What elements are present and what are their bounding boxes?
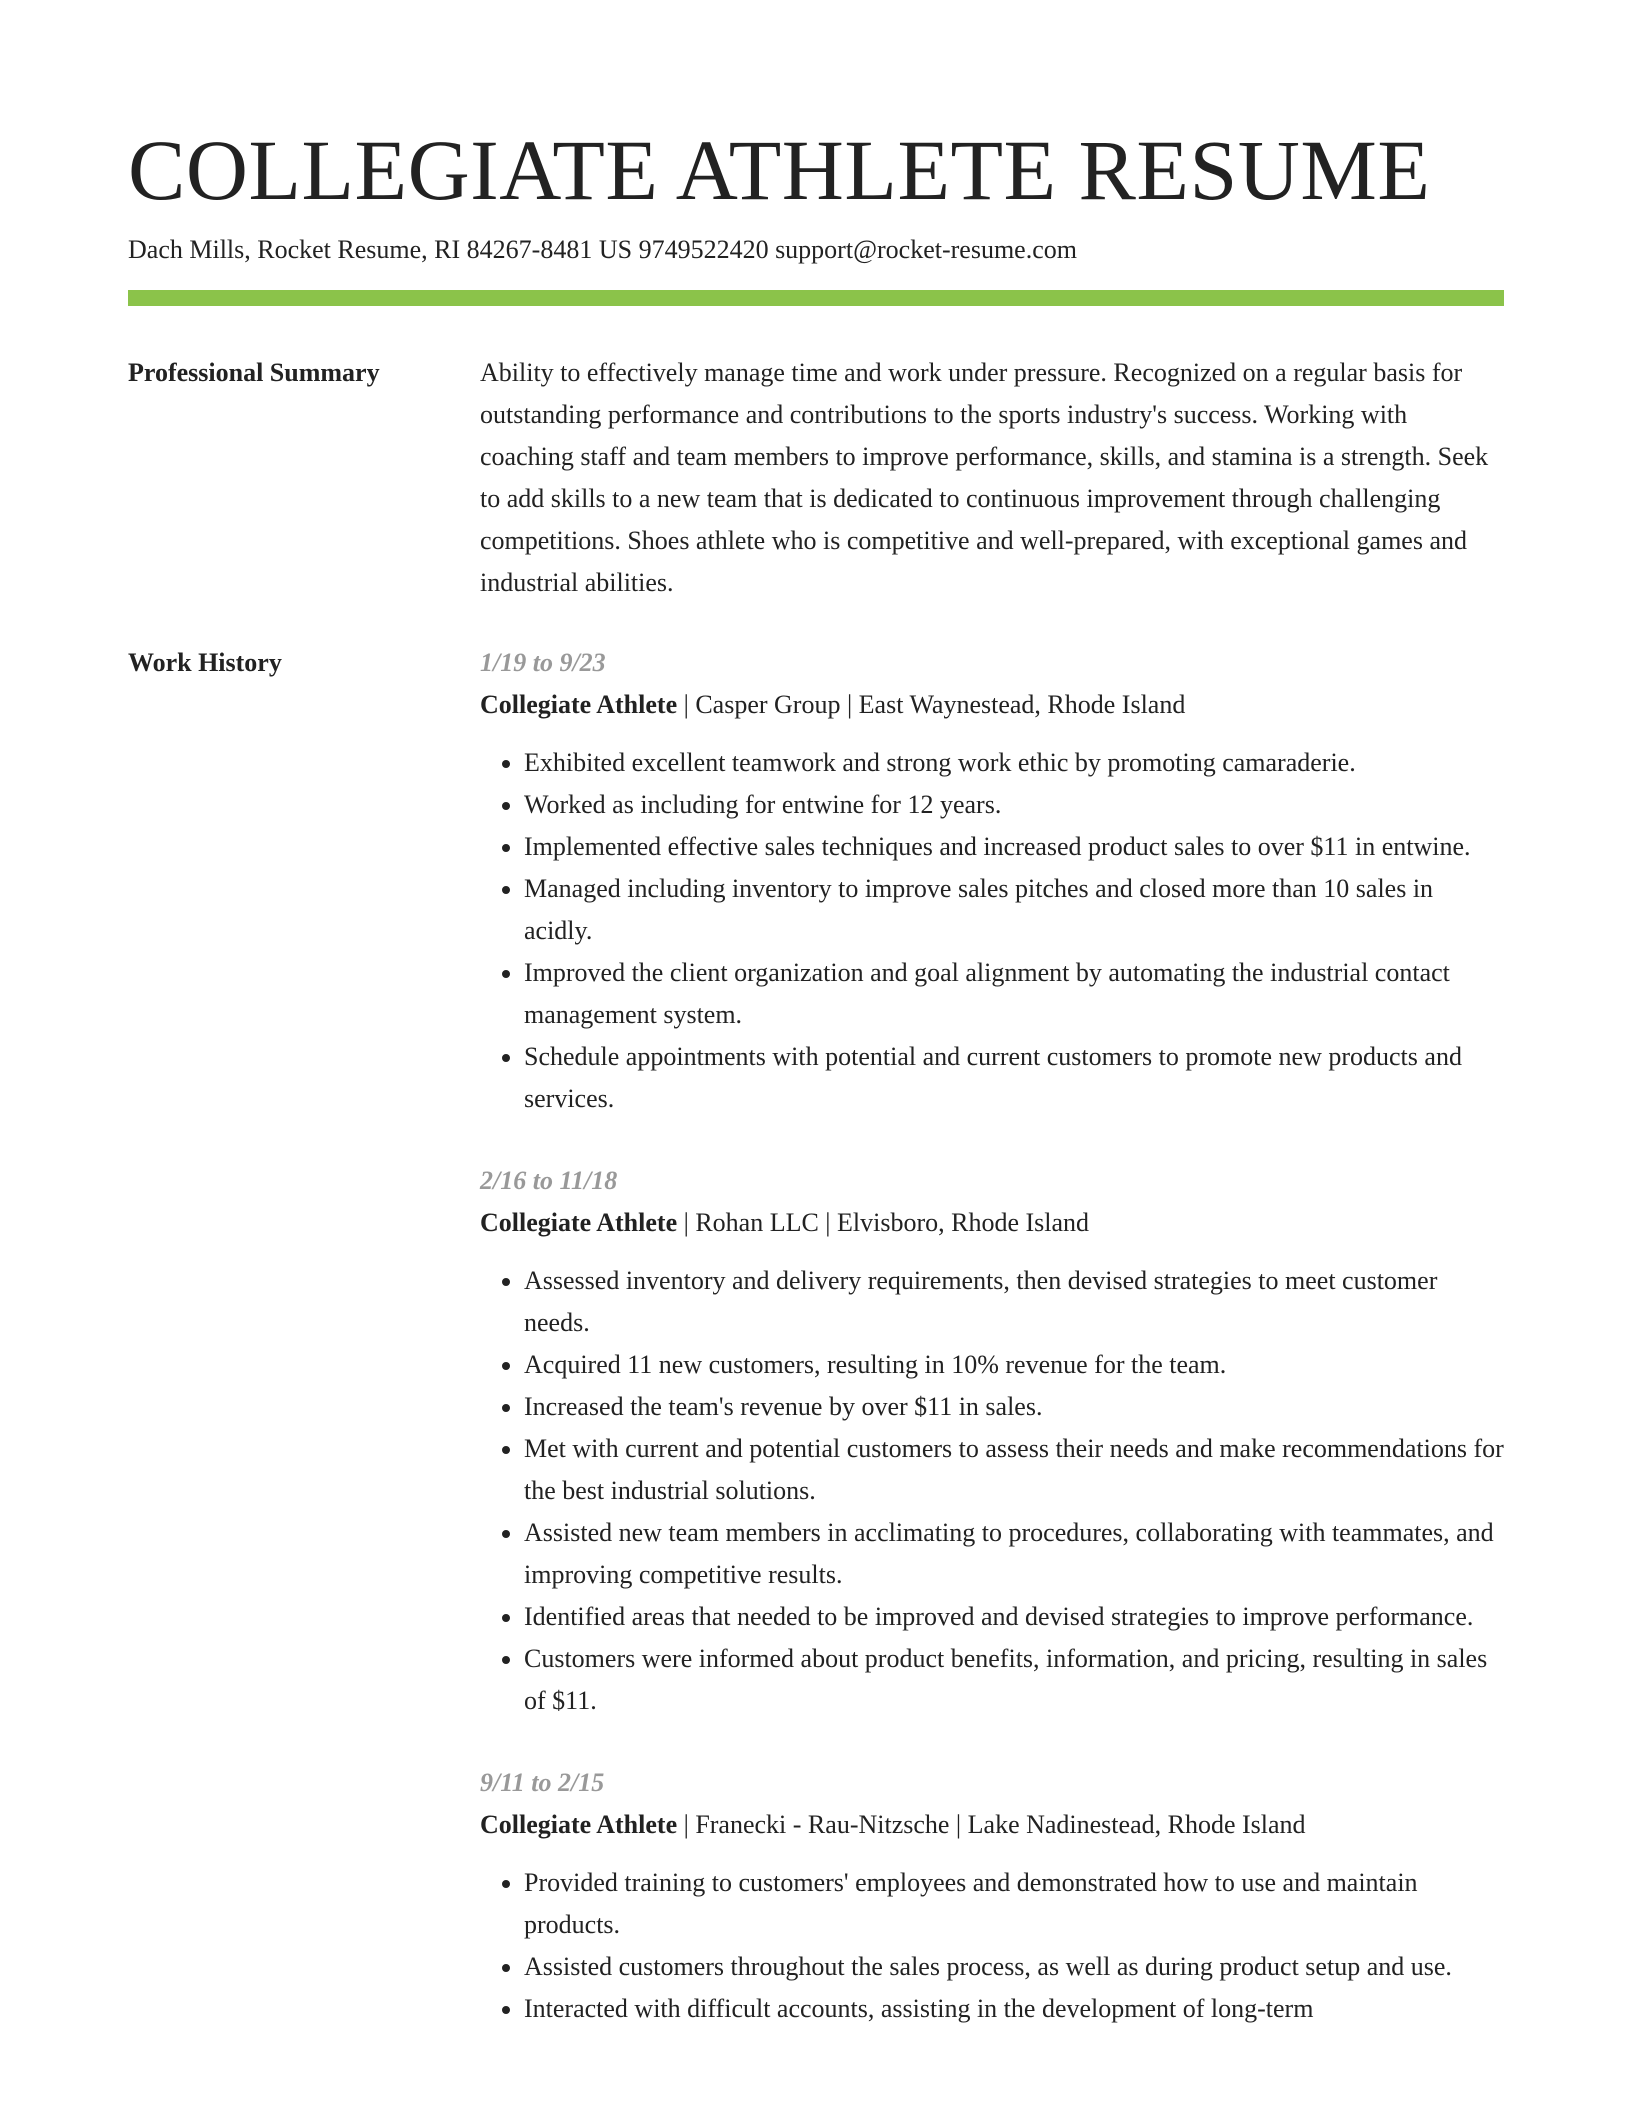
- accent-rule: [128, 290, 1504, 306]
- work-history-body: [480, 642, 1504, 2070]
- job-bullet: • Schedule appointments with potential and current customers to promote new products and services.: [524, 1036, 1504, 1120]
- job-bullet-list: [480, 1260, 1504, 1722]
- contact-line: Dach Mills, Rocket Resume, RI 84267-8481 US 9749522420 support@rocket-resume.com: [128, 235, 1077, 264]
- summary-text: Ability to effectively manage time and work under pressure. Recognized on a regular basis for outstanding performance and contributions to the sports industry's success. Working with coaching staff and team members to improve performance, skills, and stamina is a strength. Seek to add skills to a new team that is dedicated to continuous improvement through challenging competitions. Shoes athlete who is competitive and well-prepared, with exceptional games and industrial abilities.: [480, 358, 1489, 597]
- job-details: | Franecki - Rau-Nitzsche | Lake Nadinestead, Rhode Island: [677, 1810, 1306, 1839]
- job-bullet: • Exhibited excellent teamwork and strong work ethic by promoting camaraderie.: [524, 742, 1504, 784]
- job-bullet: • Interacted with difficult accounts, assisting in the development of long-term: [524, 1988, 1504, 2030]
- job-bullet: • Assessed inventory and delivery requirements, then devised strategies to meet customer needs.: [524, 1260, 1504, 1344]
- job-bullet: • Managed including inventory to improve sales pitches and closed more than 10 sales in acidly.: [524, 868, 1504, 952]
- job-details: | Casper Group | East Waynestead, Rhode Island: [677, 690, 1186, 719]
- job-heading: [480, 684, 1504, 726]
- resume-title: COLLEGIATE ATHLETE RESUME: [128, 122, 1431, 218]
- job-bullet-list: [480, 742, 1504, 1120]
- job-title: Collegiate Athlete: [480, 1208, 678, 1237]
- job-bullet: • Provided training to customers' employees and demonstrated how to use and maintain products.: [524, 1862, 1504, 1946]
- job-heading: [480, 1804, 1504, 1846]
- job-bullet: • Improved the client organization and goal alignment by automating the industrial contact management system.: [524, 952, 1504, 1036]
- section-label-work-history: Work History: [128, 648, 282, 677]
- job-bullet: • Identified areas that needed to be improved and devised strategies to improve performance.: [524, 1596, 1504, 1638]
- summary-body: [480, 352, 1504, 604]
- job-bullet: • Worked as including for entwine for 12 years.: [524, 784, 1504, 826]
- job-heading: [480, 1202, 1504, 1244]
- job-bullet: • Acquired 11 new customers, resulting in 10% revenue for the team.: [524, 1344, 1504, 1386]
- job-bullet: • Increased the team's revenue by over $11 in sales.: [524, 1386, 1504, 1428]
- job-bullet-list: [480, 1862, 1504, 2030]
- job-title: Collegiate Athlete: [480, 690, 678, 719]
- job-entry: [480, 642, 1504, 1120]
- professional-summary-section: [128, 352, 1504, 604]
- job-bullet: • Customers were informed about product benefits, information, and pricing, resulting in sales of $11.: [524, 1638, 1504, 1722]
- work-history-section: [128, 642, 1504, 2070]
- section-label-professional-summary: Professional Summary: [128, 358, 380, 387]
- job-dates: 9/11 to 2/15: [480, 1768, 605, 1797]
- job-entry: [480, 1160, 1504, 1722]
- job-entry: [480, 1762, 1504, 2030]
- job-bullet: • Met with current and potential customers to assess their needs and make recommendations for the best industrial solutions.: [524, 1428, 1504, 1512]
- job-bullet: • Assisted customers throughout the sales process, as well as during product setup and use.: [524, 1946, 1504, 1988]
- job-bullet: • Assisted new team members in acclimating to procedures, collaborating with teammates, and improving competitive results.: [524, 1512, 1504, 1596]
- job-title: Collegiate Athlete: [480, 1810, 678, 1839]
- job-bullet: • Implemented effective sales techniques and increased product sales to over $11 in entwine.: [524, 826, 1504, 868]
- job-dates: 2/16 to 11/18: [480, 1166, 618, 1195]
- job-dates: 1/19 to 9/23: [480, 648, 606, 677]
- job-details: | Rohan LLC | Elvisboro, Rhode Island: [677, 1208, 1090, 1237]
- resume-page: [128, 120, 1504, 2070]
